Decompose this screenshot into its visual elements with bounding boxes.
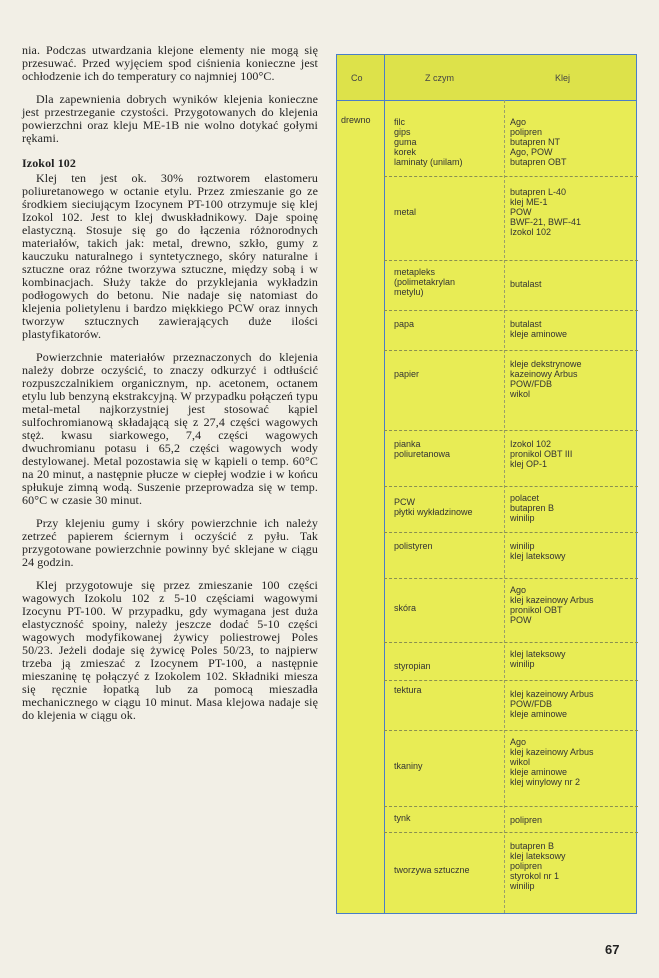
material-cell: PCW płytki wykładzinowe	[394, 497, 473, 517]
paragraph: Przy klejeniu gumy i skóry powierzchnie ich należy zetrzeć papierem ściernym i oczyścić z pyłu. Tak przygotowane powierzchnie powinny być sklejane w ciągu 24 godzin.	[22, 516, 318, 569]
material-cell: tynk	[394, 813, 411, 823]
adhesive-cell: Izokol 102 pronikol OBT III klej OP-1	[510, 439, 573, 469]
adhesive-cell: klej lateksowy winilip	[510, 649, 566, 669]
adhesive-table	[336, 54, 637, 914]
adhesive-cell: klej kazeinowy Arbus POW/FDB kleje aminowe	[510, 689, 594, 719]
material-cell: pianka poliuretanowa	[394, 439, 451, 459]
table-row	[384, 533, 638, 579]
material-cell: tkaniny	[394, 761, 423, 771]
header-co: Co	[351, 73, 363, 83]
header-z-czym: Z czym	[425, 73, 454, 83]
adhesive-cell: butalast kleje aminowe	[510, 319, 568, 339]
material-cell: filc gips guma korek laminaty (unilam)	[394, 117, 463, 167]
table-row	[384, 177, 638, 261]
material-cell: metapleks (polimetakrylan metylu)	[394, 267, 456, 297]
table-row	[384, 681, 638, 731]
adhesive-cell: kleje dekstrynowe kazeinowy Arbus POW/FDB wikol	[510, 359, 582, 399]
table-row	[384, 431, 638, 487]
table-row	[384, 311, 638, 351]
adhesive-cell: polipren	[510, 815, 543, 825]
material-cell: metal	[394, 207, 417, 217]
paragraph: Powierzchnie materiałów przeznaczonych do klejenia należy dobrze oczyścić, to znaczy odkurzyć i odtłuścić rozpuszczalnikiem organicznym, np. acetonem, octanem etylu lub benzyną ekstrakcyjną. W przypadku połączeń typu metal-metal najkorzystniej jest stosować kąpiel sulfochromianową składającą się z 27,4 części wagowych stęż. kwasu siarkowego, 7,4 części wagowych dwuchromianu potasu i 65,2 części wagowych wody destylowanej. Metal pozostawia się w kąpieli o temp. 60°C na 20 minut, a następnie płucze w ciepłej wodzie i w końcu spłukuje zimną wodą. Suszenie przeprowadza się w temp. 60°C w czasie 30 minut.	[22, 350, 318, 507]
material-cell: styropian	[394, 661, 431, 671]
table-row	[384, 833, 638, 913]
material-cell: skóra	[394, 603, 417, 613]
adhesive-cell: Ago polipren butapren NT Ago, POW butapren OBT	[510, 117, 567, 167]
header-klej: Klej	[555, 73, 571, 83]
paragraph: nia. Podczas utwardzania klejone elementy nie mogą się przesuwać. Przed wyjęciem spod ciśnienia konieczne jest ochłodzenie ich do temperatury co najmniej 100°C.	[22, 43, 318, 83]
material-cell: papier	[394, 369, 420, 379]
paragraph: Klej ten jest ok. 30% roztworem elastomeru poliuretanowego w octanie etylu. Przez zmieszanie go ze środkiem sieciującym Izocynem PT-100 otrzymuje się klej Izokol 102. Jest to klej dwuskładnikowy. Daje spoinę elastyczną. Stosuje się go do łączenia różnorodnych materiałów, takich jak: metal, drewno, szkło, gumy z kauczuku naturalnego i syntetycznego, skóry naturalne i sztuczne oraz różne tworzywa sztuczne, między sobą i w kombinacjach. Służy także do przyklejania wykładzin podłogowych do betonu. Nie nadaje się natomiast do klejenia polietylenu i bardzo miękkiego PCW oraz innych tworzyw sztucznych zawierających duże ilości plastyfikatorów.	[22, 171, 318, 341]
material-cell: polistyren	[394, 541, 433, 551]
adhesive-cell: butapren L-40 klej ME-1 POW BWF-21, BWF-41 Izokol 102	[510, 187, 582, 237]
material-cell: tworzywa sztuczne	[394, 865, 470, 875]
material-cell: tektura	[394, 685, 422, 695]
table-row	[384, 643, 638, 681]
adhesive-cell: butapren B klej lateksowy polipren styrokol nr 1 winilip	[510, 841, 566, 891]
table-row	[384, 351, 638, 431]
row-group-label: drewno	[341, 115, 371, 125]
paragraph: Dla zapewnienia dobrych wyników klejenia konieczne jest przestrzeganie czystości. Przygotowanych do klejenia powierzchni oraz kleju ME-1B nie wolno dotykać gołymi rękami.	[22, 92, 318, 145]
table-header	[337, 55, 636, 101]
table-row	[384, 807, 638, 833]
material-cell: papa	[394, 319, 415, 329]
page-number: 67	[605, 942, 620, 957]
adhesive-cell: Ago klej kazeinowy Arbus wikol kleje aminowe klej winylowy nr 2	[510, 737, 594, 787]
adhesive-cell: Ago klej kazeinowy Arbus pronikol OBT POW	[510, 585, 594, 625]
section-heading: Izokol 102	[22, 156, 77, 170]
paragraph: Klej przygotowuje się przez zmieszanie 100 części wagowych Izokolu 102 z 5-10 częściami wagowymi Izocynu PT-100. W przypadku, gdy wymagana jest duża elastyczność spoiny, należy jeszcze dodać 5-10 części wagowych modyfikowanej żywicy poliestrowej Poles 50/23. Jeżeli dodaje się żywicę Poles 50/23, to najpierw trzeba ją zmieszać z Izocynem PT-100, a następnie mieszaninę tę połączyć z Izokolem 102. Składniki miesza się ręcznie łopatką lub za pomocą mieszadła mechanicznego w ciągu 10 minut. Masa klejowa nadaje się do klejenia w ciągu ok.	[22, 578, 318, 722]
table-row	[384, 731, 638, 807]
body-text-column	[22, 44, 318, 732]
table-row	[384, 111, 638, 177]
adhesive-cell: winilip klej lateksowy	[510, 541, 566, 561]
adhesive-cell: polacet butapren B winilip	[510, 493, 555, 523]
table-row	[384, 579, 638, 643]
table-row	[384, 487, 638, 533]
table-row	[384, 261, 638, 311]
adhesive-cell: butalast	[510, 279, 542, 289]
